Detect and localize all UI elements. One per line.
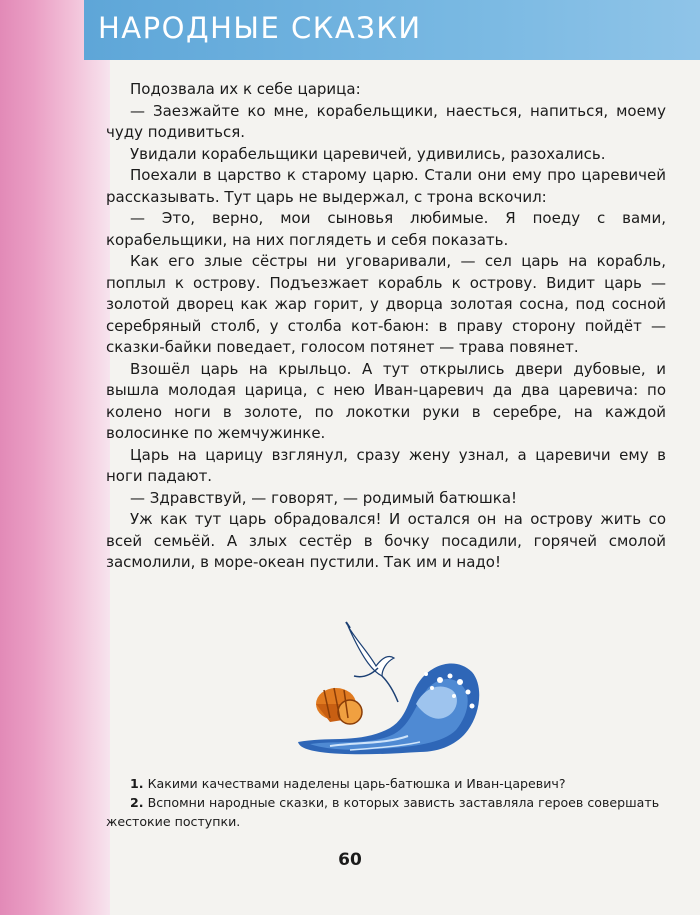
questions-block <box>106 774 662 831</box>
question-number: 1. <box>130 776 144 791</box>
paragraph: Царь на царицу взглянул, сразу жену узнал, а царевичи ему в ноги падают. <box>106 445 666 485</box>
left-color-strip <box>0 0 110 915</box>
question-text: Какими качествами наделены царь-батюшка и Иван-царевич? <box>147 776 566 791</box>
paragraph: — Это, верно, мои сыновья любимые. Я поеду с вами, корабельщики, на них поглядеть и себя показать. <box>106 209 666 249</box>
paragraph: Увидали корабельщики царевичей, удивились, разохались. <box>130 144 606 163</box>
question-text: Вспомни народные сказки, в которых зависть заставляла героев совершать жестокие поступки. <box>106 795 660 829</box>
story-text <box>106 79 666 574</box>
paragraph: Как его злые сёстры ни уговаривали, — сел царь на корабль, поплыл к острову. Подъезжает корабль к острову. Видит царь — золотой дворец как жар горит, у дворца золотая сосна, под сосной серебряный столб, у столба кот-баюн: в праву сторону пойдёт — сказки-байки поведает, голосом потянет — трава повянет. <box>106 252 666 356</box>
paragraph: Поехали в царство к старому царю. Стали они ему про царевичей рассказывать. Тут царь не выдержал, с трона вскочил: <box>106 166 666 206</box>
paragraph: Уж как тут царь обрадовался! И остался он на острову жить со всей семьёй. А злых сестёр в бочку посадили, горячей смолой засмолили, в море-океан пустили. Так им и надо! <box>106 510 666 571</box>
page-number: 60 <box>338 850 362 870</box>
barrel-wave-seagull-illustration <box>290 618 485 760</box>
paragraph: — Заезжайте ко мне, корабельщики, наесться, напиться, моему чуду подивиться. <box>106 101 666 141</box>
question-number: 2. <box>130 795 144 810</box>
paragraph: — Здравствуй, — говорят, — родимый батюшка! <box>130 488 518 507</box>
paragraph: Взошёл царь на крыльцо. А тут открылись двери дубовые, и вышла молодая царица, с нею Иван-царевич да два царевича: по колено ноги в золоте, по локотки руки в серебре, на каждой волосинке по жемчужинке. <box>106 359 666 442</box>
section-title: НАРОДНЫЕ СКАЗКИ <box>98 11 422 45</box>
question-item <box>106 774 662 793</box>
paragraph: Подозвала их к себе царица: <box>130 80 361 98</box>
question-item <box>106 793 662 831</box>
